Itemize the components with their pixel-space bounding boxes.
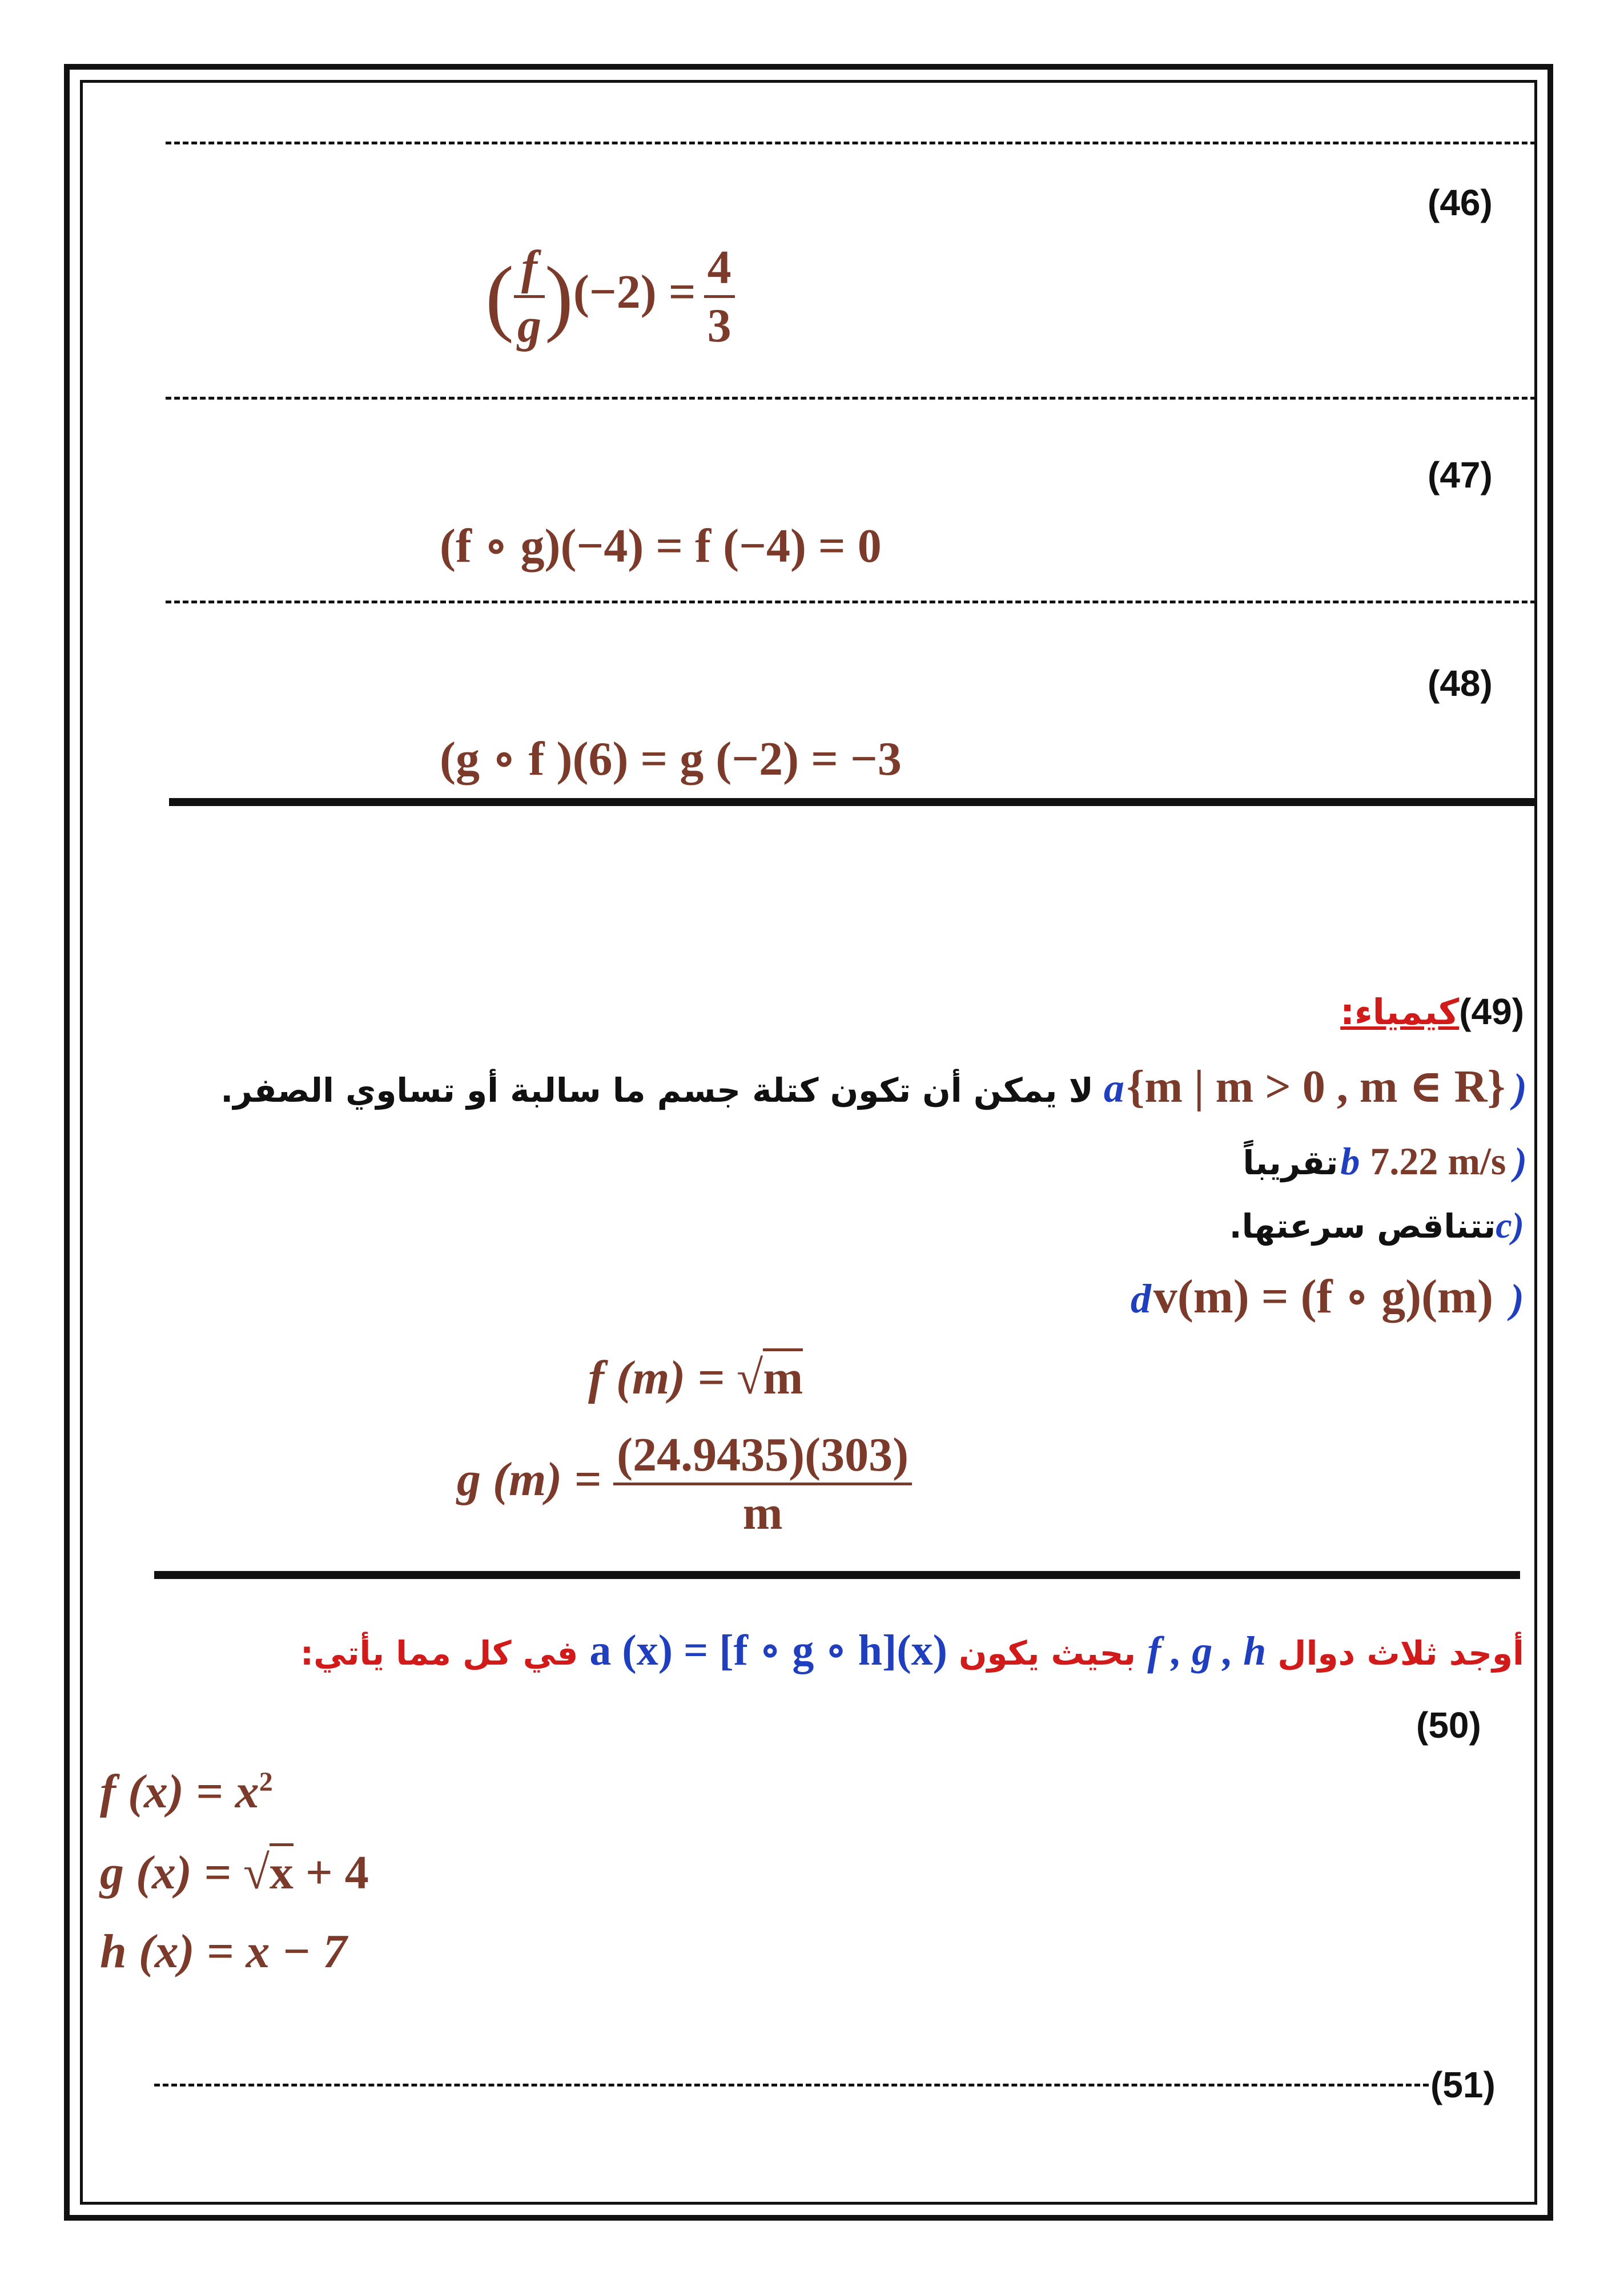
separator-solid xyxy=(169,798,1537,806)
problem-number-47: (47) xyxy=(1428,454,1493,496)
fraction-denominator: g xyxy=(517,299,541,352)
problem-number-49: (49) xyxy=(1459,991,1524,1032)
problem-49-part-c: c)تتناقص سرعتها. xyxy=(1229,1205,1524,1246)
problem-number-46: (46) xyxy=(1428,182,1493,223)
problem-number-50: (50) xyxy=(1416,1705,1481,1746)
problem-46-expression: ( $\frac{f}{g}$ )(−2) = $\frac{4}{3}$ xyxy=(485,240,735,353)
set-notation: {m | m > 0 , m ∈ R} xyxy=(1126,1062,1506,1112)
problem-50-g: g (x) = √x + 4 xyxy=(100,1845,369,1900)
problem-49-g-definition: g (m) = $\frac{(24.9435)(303)}{m}$ xyxy=(457,1427,912,1541)
fraction-numerator: f xyxy=(514,240,545,298)
problem-49-part-b: (b 7.22 m/s تقريباً xyxy=(1243,1139,1527,1183)
problem-number-51: (51) xyxy=(1430,2064,1496,2105)
problem-50-h: h (x) = x − 7 xyxy=(100,1925,347,1978)
separator-dashed xyxy=(166,397,1536,400)
problem-49-part-d: (d v(m) = (f ∘ g)(m) xyxy=(1130,1270,1524,1323)
separator-dashed xyxy=(166,601,1536,603)
separator-dashed xyxy=(154,2084,1429,2086)
problem-47-expression: (f ∘ g)(−4) = f (−4) = 0 xyxy=(440,519,882,573)
problem-48-expression: (g ∘ f )(6) = g (−2) = −3 xyxy=(440,732,902,786)
separator-solid xyxy=(154,1571,1520,1579)
instruction-line: أوجد ثلاث دوال f , g , h بحيث يكون a (x) = [f ∘ g ∘ h](x) في كل مما يأتي: xyxy=(300,1626,1524,1674)
problem-number-48: (48) xyxy=(1428,663,1493,704)
problem-49-header xyxy=(1340,990,1524,1033)
problem-49-part-a: (a {m | m > 0 , m ∈ R} لا يمكن أن تكون كتلة جسم ما سالبة أو تساوي الصفر. xyxy=(220,1062,1527,1112)
problem-49-f-definition: f (m) = √m xyxy=(588,1350,803,1405)
separator-dashed xyxy=(166,142,1536,144)
problem-49-title: كيمياء: xyxy=(1340,991,1460,1033)
problem-50-f: f $(x) = x^2$ xyxy=(100,1765,273,1818)
